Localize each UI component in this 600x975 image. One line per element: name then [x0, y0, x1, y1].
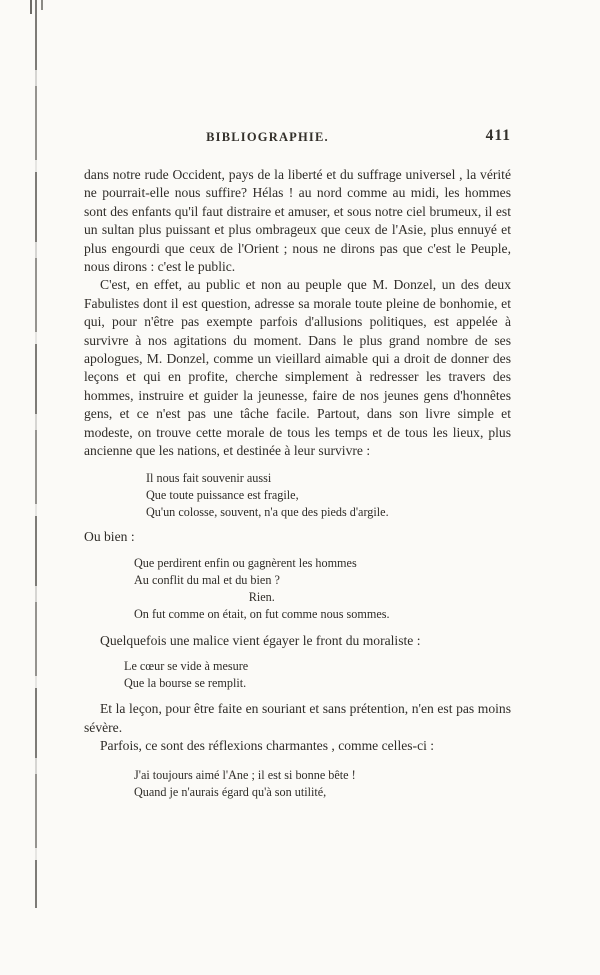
verse-block-coeur — [124, 658, 248, 692]
verse-line: Au conflit du mal et du bien ? — [134, 572, 280, 587]
paragraph-lecon: Et la leçon, pour être faite en souriant et sans prétention, n'en est pas moins sévère. — [84, 701, 511, 735]
paragraph-malice: Quelquefois une malice vient égayer le front du moraliste : — [100, 632, 421, 648]
page-number: 411 — [485, 127, 511, 144]
verse-line: Il nous fait souvenir aussi — [146, 470, 272, 485]
verse-line: Rien. — [248, 589, 275, 604]
page-body — [84, 127, 511, 801]
scan-artifact-gutter-line — [35, 0, 37, 908]
verse-line: On fut comme on était, on fut comme nous sommes. — [134, 606, 390, 621]
verse-line: Que perdirent enfin ou gagnèrent les hommes — [134, 555, 357, 570]
paragraph-opening: dans notre rude Occident, pays de la liberté et du suffrage universel , la vérité ne pourrait-elle nous suffire? Hélas ! au nord comme au midi, les hommes sont des enfants qu'il faut distraire et amuser, et sous notre ciel brumeux, il est un sultan plus puissant et plus ombrageux que ceux de l'Asie, plus ennuyé et plus engourdi que ceux de l'Orient ; nous ne dirons pas que c'est le Peuple, nous dirons : c'est le public. — [84, 167, 511, 275]
paragraph-donzel: C'est, en effet, au public et non au peuple que M. Donzel, un des deux Fabulistes dont il est question, adresse sa morale toute pleine de bonhomie, et qui, pour n'être pas exempte parfois d'allusions politiques, est appelée à survivre à nos agitations du moment. Dans le plus grand nombre de ses apologues, M. Donzel, comme un vieillard aimable qui a droit de donner des leçons et qui en profite, cherche simplement à redresser les travers des hommes, instruire et guider la jeunesse, faire de nos jeunes gens d'honnêtes gens, et ce n'est pas une tâche facile. Partout, dans son livre simple et modeste, on trouve cette morale de tous les temps et de tous les lieux, plus ancienne que les nations, et destinée à leur survivre : — [84, 277, 511, 459]
verse-line: Quand je n'aurais égard qu'à son utilité, — [134, 784, 327, 799]
scan-artifact-tick-right — [41, 0, 43, 10]
text-column — [84, 166, 511, 801]
verse-line: Qu'un colosse, souvent, n'a que des pieds d'argile. — [146, 504, 389, 519]
verse-block-conflit — [134, 555, 390, 623]
verse-block-ane — [134, 767, 356, 801]
paragraph-ou-bien: Ou bien : — [84, 528, 135, 544]
verse-line: Que la bourse se remplit. — [124, 676, 247, 691]
page-header — [84, 127, 511, 154]
paragraph-parfois: Parfois, ce sont des réflexions charmantes , comme celles-ci : — [100, 738, 435, 754]
verse-line: Le cœur se vide à mesure — [124, 659, 249, 674]
verse-block-fragile — [146, 470, 389, 521]
verse-line: Que toute puissance est fragile, — [146, 487, 299, 502]
scan-artifact-tick-left — [30, 0, 32, 14]
verse-line: J'ai toujours aimé l'Ane ; il est si bonne bête ! — [134, 767, 356, 782]
running-title: BIBLIOGRAPHIE. — [206, 130, 329, 144]
